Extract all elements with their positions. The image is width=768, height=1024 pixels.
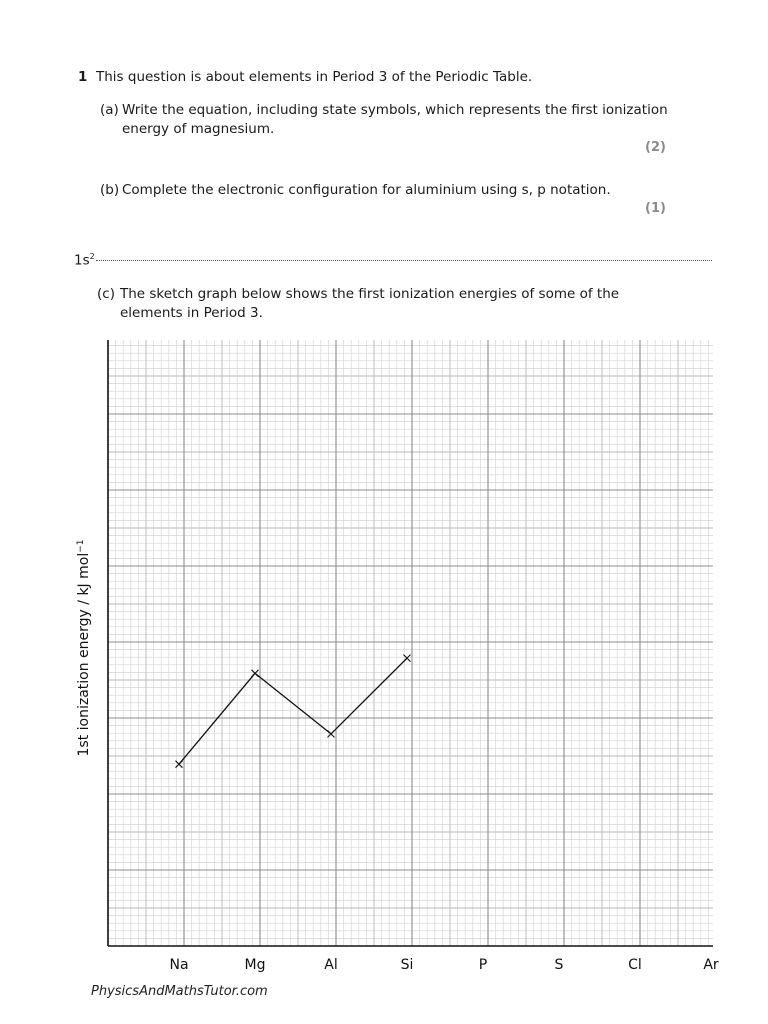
part-c-label: (c) xyxy=(97,286,115,302)
x-tick-label-na: Na xyxy=(169,957,189,973)
y-axis-label-sup: −1 xyxy=(76,539,86,553)
part-b-text: Complete the electronic configuration for aluminium using s, p notation. xyxy=(122,182,611,198)
x-tick-label-cl: Cl xyxy=(628,957,642,973)
x-tick-label-si: Si xyxy=(400,957,414,973)
series xyxy=(176,655,411,768)
part-b-label: (b) xyxy=(100,182,120,198)
y-axis-label xyxy=(76,539,92,756)
question-number: 1 xyxy=(78,69,88,85)
part-a-label: (a) xyxy=(100,102,119,118)
part-c-line-1: The sketch graph below shows the first ionization energies of some of the xyxy=(120,286,620,302)
footer-site: PhysicsAndMathsTutor.com xyxy=(91,984,268,999)
part-a-line-2: energy of magnesium. xyxy=(122,121,275,137)
x-tick-label-mg: Mg xyxy=(244,957,266,973)
grid-minor xyxy=(108,340,713,946)
x-tick-label-ar: Ar xyxy=(703,957,719,973)
x-tick-labels xyxy=(169,957,718,973)
part-a-marks: (2) xyxy=(645,140,666,155)
part-b-marks: (1) xyxy=(645,201,666,216)
part-a-line-1: Write the equation, including state symbols, which represents the first ionization xyxy=(122,102,668,118)
x-tick-label-s: S xyxy=(554,957,564,973)
question-intro-text: This question is about elements in Period 3 of the Periodic Table. xyxy=(96,69,533,85)
part-c-line-2: elements in Period 3. xyxy=(120,305,263,321)
answer-prefix-base: 1s xyxy=(74,252,90,269)
x-tick-label-p: P xyxy=(478,957,488,973)
x-tick-label-al: Al xyxy=(324,957,338,973)
y-axis-label-text: 1st ionization energy / kJ mol xyxy=(76,552,92,757)
answer-prefix-sup: 2 xyxy=(89,252,95,261)
